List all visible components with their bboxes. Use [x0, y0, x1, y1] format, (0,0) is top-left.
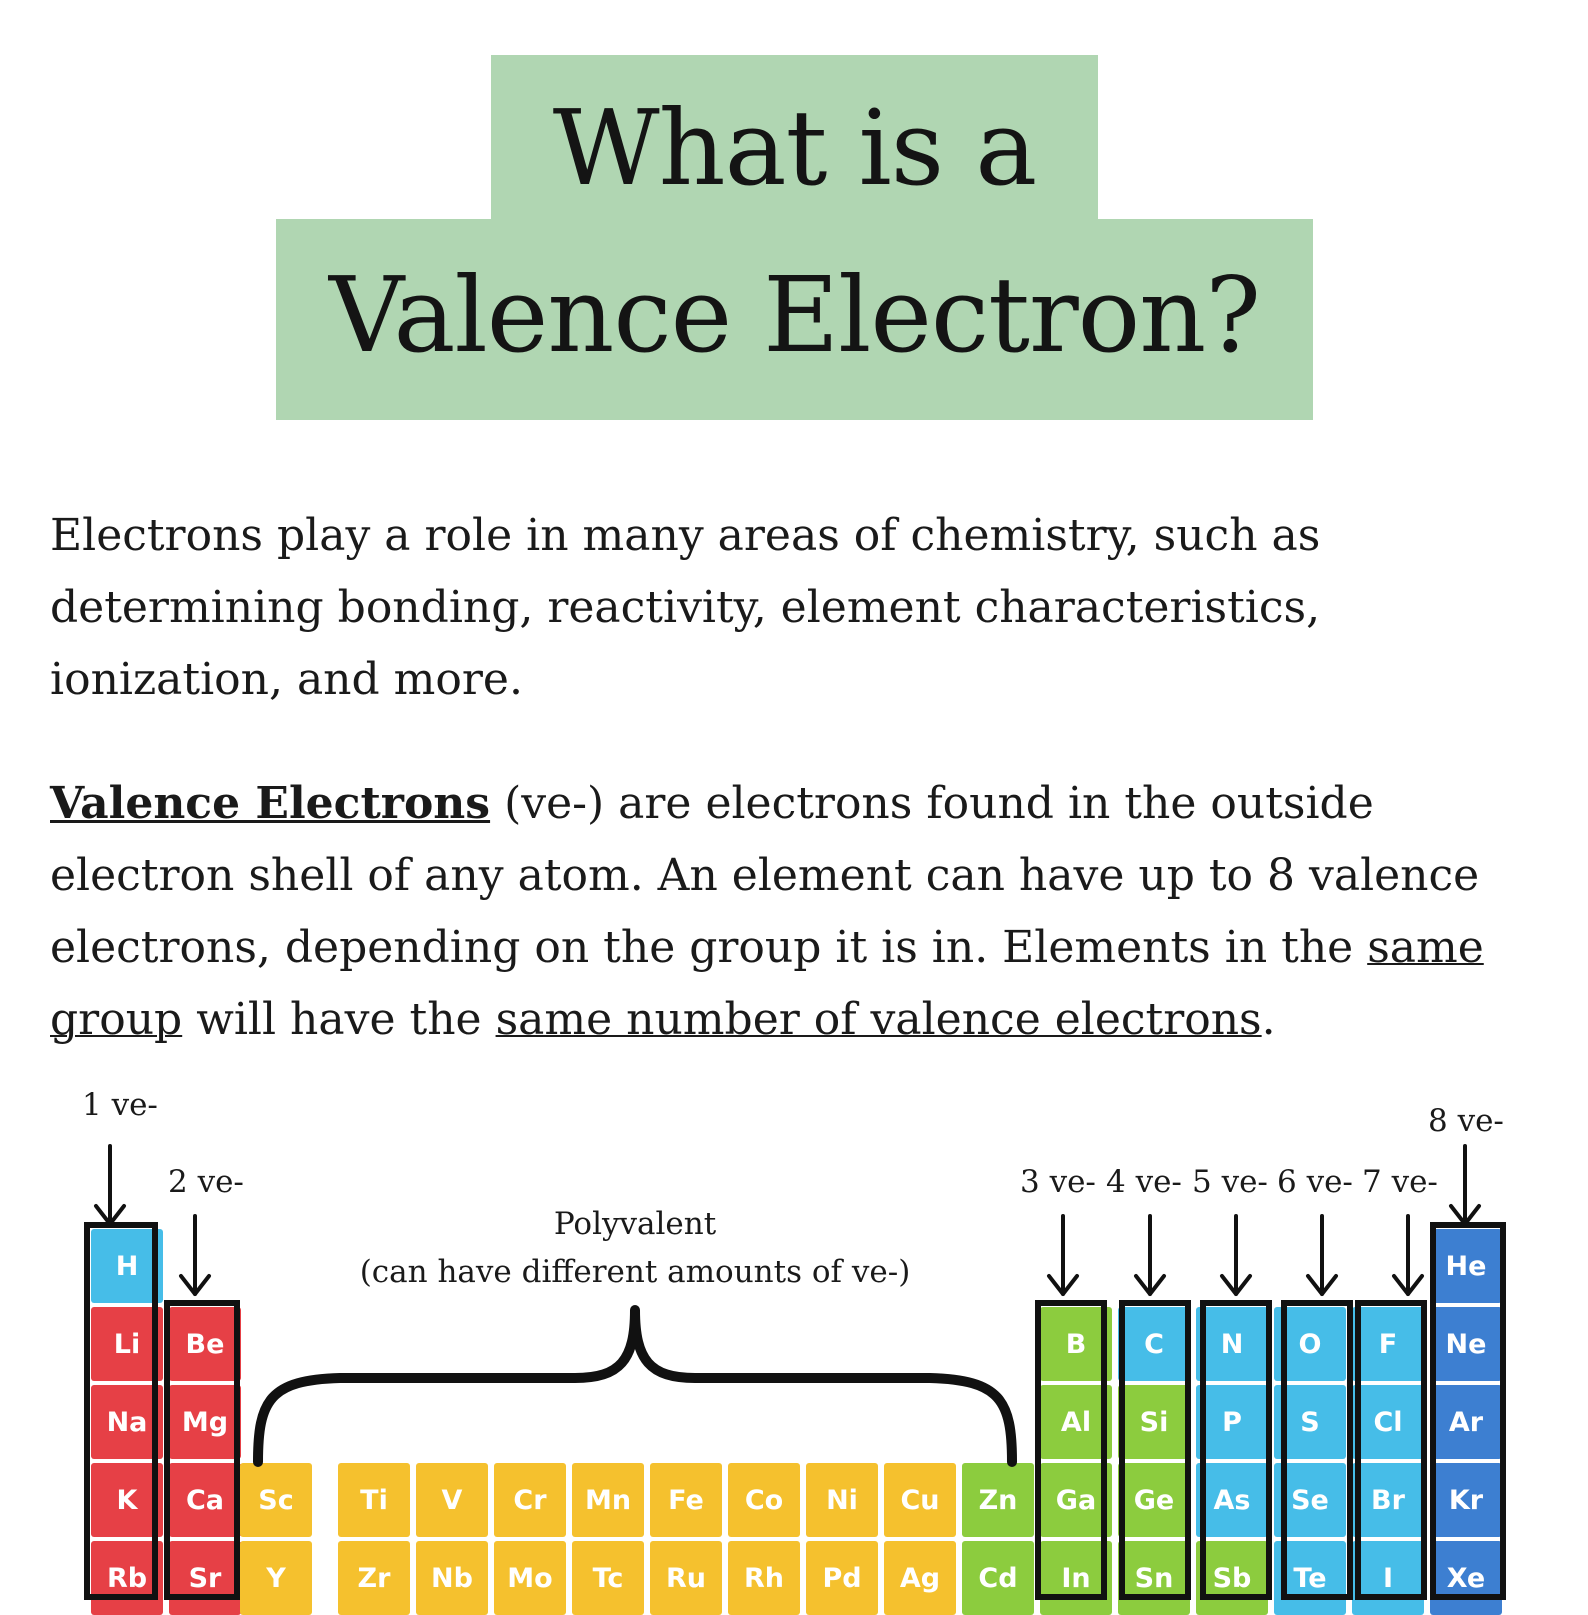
element-symbol: B: [1065, 1328, 1087, 1360]
element-symbol: Kr: [1448, 1484, 1484, 1516]
definition-text: .: [1261, 994, 1276, 1045]
element-symbol: Co: [744, 1484, 784, 1516]
element-symbol: Ga: [1055, 1484, 1097, 1516]
arrow-down-icon: [96, 1146, 124, 1224]
element-symbol: Sn: [1134, 1562, 1174, 1594]
element-symbol: Tc: [592, 1562, 624, 1594]
intro-line: Electrons play a role in many areas of chemistry, such as: [50, 510, 1321, 561]
element-symbol: F: [1378, 1328, 1398, 1360]
arrow-down-icon: [1222, 1216, 1250, 1294]
intro-line: ionization, and more.: [50, 654, 523, 705]
element-symbol: Fe: [668, 1484, 704, 1516]
element-symbol: He: [1445, 1250, 1487, 1282]
element-symbol: Sc: [258, 1484, 294, 1516]
element-symbol: In: [1061, 1562, 1091, 1594]
arrow-down-icon: [1308, 1216, 1336, 1294]
element-symbol: Al: [1060, 1406, 1092, 1438]
element-symbol: Sr: [188, 1562, 222, 1594]
page-title-line-2: Valence Electron?: [328, 254, 1261, 376]
group-2-label: 2 ve-: [168, 1164, 244, 1200]
polyvalent-note: (can have different amounts of ve-): [359, 1254, 911, 1290]
element-symbol: Ag: [899, 1562, 941, 1594]
element-symbol: Ge: [1133, 1484, 1175, 1516]
definition-text: electrons, depending on the group it is in. Elements in the: [50, 922, 1368, 973]
element-symbol: Xe: [1446, 1562, 1486, 1594]
element-symbol: Pd: [822, 1562, 862, 1594]
element-symbol: H: [115, 1250, 139, 1282]
element-symbol: P: [1222, 1406, 1242, 1438]
element-symbol: Na: [106, 1406, 148, 1438]
valence-electrons-term: Valence Electrons: [50, 778, 491, 829]
element-symbol: Cd: [978, 1562, 1018, 1594]
element-symbol: Y: [266, 1562, 286, 1594]
element-symbol: Ni: [826, 1484, 858, 1516]
element-symbol: C: [1144, 1328, 1164, 1360]
group-15-label: 5 ve-: [1192, 1164, 1268, 1200]
element-symbol: Ne: [1445, 1328, 1487, 1360]
curly-brace-icon: [258, 1310, 1012, 1462]
element-symbol: Cr: [513, 1484, 547, 1516]
arrow-down-icon: [1136, 1216, 1164, 1294]
page-title-line-1: What is a: [552, 87, 1037, 209]
element-symbol: Te: [1293, 1562, 1327, 1594]
group-16-label: 6 ve-: [1277, 1164, 1353, 1200]
polyvalent-title: Polyvalent: [553, 1206, 717, 1242]
element-symbol: Cl: [1373, 1406, 1403, 1438]
arrow-down-icon: [1049, 1216, 1077, 1294]
element-symbol: K: [116, 1484, 138, 1516]
element-symbol: I: [1382, 1562, 1394, 1594]
group-17-label: 7 ve-: [1362, 1164, 1438, 1200]
arrow-down-icon: [181, 1216, 209, 1294]
element-symbol: V: [441, 1484, 463, 1516]
element-symbol: Br: [1371, 1484, 1405, 1516]
arrow-down-icon: [1451, 1146, 1479, 1224]
element-symbol: Se: [1291, 1484, 1329, 1516]
definition-line-2: electron shell of any atom. An element can have up to 8 valence: [50, 850, 1480, 901]
group-14-label: 4 ve-: [1106, 1164, 1182, 1200]
element-symbol: Ar: [1448, 1406, 1484, 1438]
underlined-text: group: [50, 994, 183, 1045]
element-symbol: Mg: [181, 1406, 229, 1438]
element-symbol: Si: [1139, 1406, 1169, 1438]
element-symbol: Rb: [106, 1562, 148, 1594]
element-symbol: Rh: [743, 1562, 784, 1594]
element-symbol: Li: [113, 1328, 141, 1360]
element-symbol: Ca: [185, 1484, 225, 1516]
element-symbol: Zr: [357, 1562, 391, 1594]
element-symbol: As: [1213, 1484, 1251, 1516]
element-symbol: Ti: [360, 1484, 388, 1516]
element-symbol: N: [1220, 1328, 1244, 1360]
element-symbol: Sb: [1212, 1562, 1252, 1594]
element-symbol: Mn: [584, 1484, 632, 1516]
element-symbol: Cu: [900, 1484, 940, 1516]
underlined-text: same number of valence electrons: [495, 994, 1262, 1045]
underlined-text: same: [1367, 922, 1484, 973]
element-symbol: Zn: [978, 1484, 1018, 1516]
group-1-label: 1 ve-: [82, 1087, 158, 1123]
group-18-label: 8 ve-: [1428, 1103, 1504, 1139]
arrow-down-icon: [1394, 1216, 1422, 1294]
definition-text: (ve-) are electrons found in the outside: [490, 778, 1374, 829]
element-symbol: S: [1300, 1406, 1320, 1438]
element-symbol: Nb: [431, 1562, 473, 1594]
element-symbol: Ru: [665, 1562, 706, 1594]
element-symbol: Mo: [507, 1562, 553, 1594]
definition-text: will have the: [182, 994, 496, 1045]
element-symbol: Be: [185, 1328, 225, 1360]
group-13-label: 3 ve-: [1020, 1164, 1096, 1200]
intro-line: determining bonding, reactivity, element characteristics,: [50, 582, 1321, 633]
element-symbol: O: [1298, 1328, 1322, 1360]
